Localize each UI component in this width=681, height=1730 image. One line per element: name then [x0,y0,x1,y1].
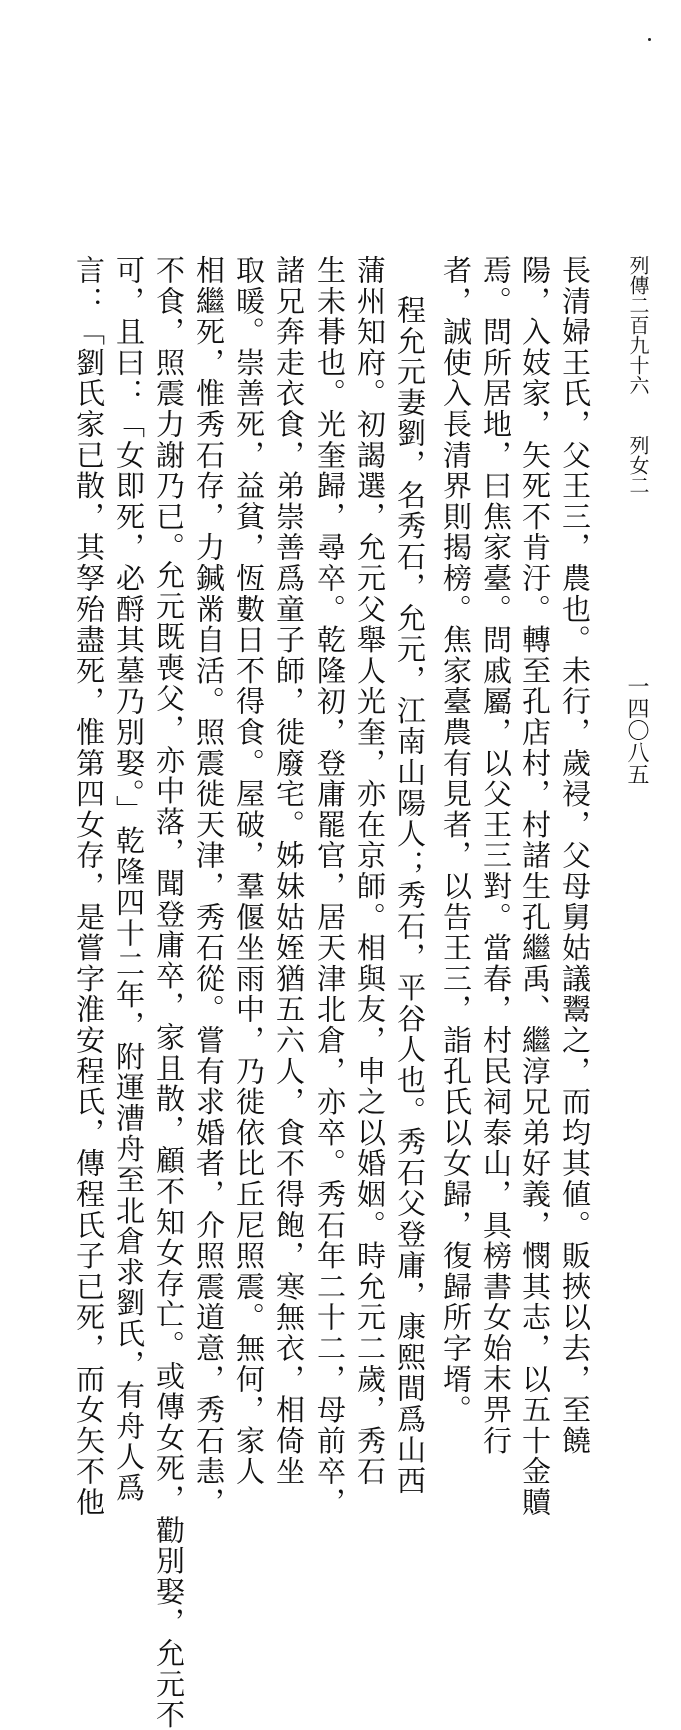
text-column-13: 可，且曰：「女即死，必酹其墓乃別娶。」乾隆四十二年，附運漕舟至北倉求劉氏，有舟人爲 [112,255,146,1504]
running-header: 列傳二百九十六 列女二 [626,255,650,495]
text-column-3: 焉。問所居地，曰焦家臺。問戚屬，以父王三對。當春，村民祠泰山，具榜書女始末畀行 [479,255,513,1457]
scan-speck [648,38,651,41]
page-number: 一四〇八五 [624,675,649,785]
text-column-1: 長清婦王氏，父王三，農也。未行，歲祲，父母舅姑議鬻之，而均其値。販挾以去，至饒 [558,255,592,1457]
text-column-12: 允元既喪父，亦中落，聞登庸卒，家且散，顧不知女存亡。或傳女死，勸別娶，允元不 [152,560,186,1730]
text-column-10: 相繼死，惟秀石存，力鍼黹自活。照震徙天津，秀石從。嘗有求婚者，介照震道意，秀石恚， [192,255,226,1518]
text-column-8: 諸兄奔走衣食，弟崇善爲童子師，徙廢宅。姊妹姑姪猶五六人，食不得飽，寒無衣，相倚坐 [272,255,306,1487]
text-column-14: 言：「劉氏家已散，其孥殆盡死，惟第四女存，是嘗字淮安程氏，傳程氏子已死，而女矢不他 [72,255,106,1518]
text-column-9: 取暖。崇善死，益貧，恆數日不得食。屋破，羣偃坐雨中，乃徙依比丘尼照震。無何，家人 [232,255,266,1487]
text-column-6: 蒲州知府。初謁選，允元父舉人光奎，亦在京師。相與友，申之以婚姻。時允元二歲，秀石 [353,255,387,1487]
text-column-5: 程允元妻劉，名秀石，允元，江南山陽人；秀石，平谷人也。秀石父登庸，康熙間爲山西 [393,295,427,1497]
text-column-11: 不食，照震力謝乃已。 [152,255,186,563]
text-column-4: 者，誠使入長清界則揭榜。焦家臺農有見者，以告王三，詣孔氏以女歸，復歸所字壻。 [439,255,473,1426]
text-column-7: 生未朞也。光奎歸，尋卒。乾隆初，登庸罷官，居天津北倉，亦卒。秀石年二十二，母前卒， [313,255,347,1518]
text-column-2: 陽，入妓家，矢死不肯汙。轉至孔店村，村諸生孔繼禹、繼淳兄弟好義，憫其志，以五十金贖 [518,255,552,1518]
